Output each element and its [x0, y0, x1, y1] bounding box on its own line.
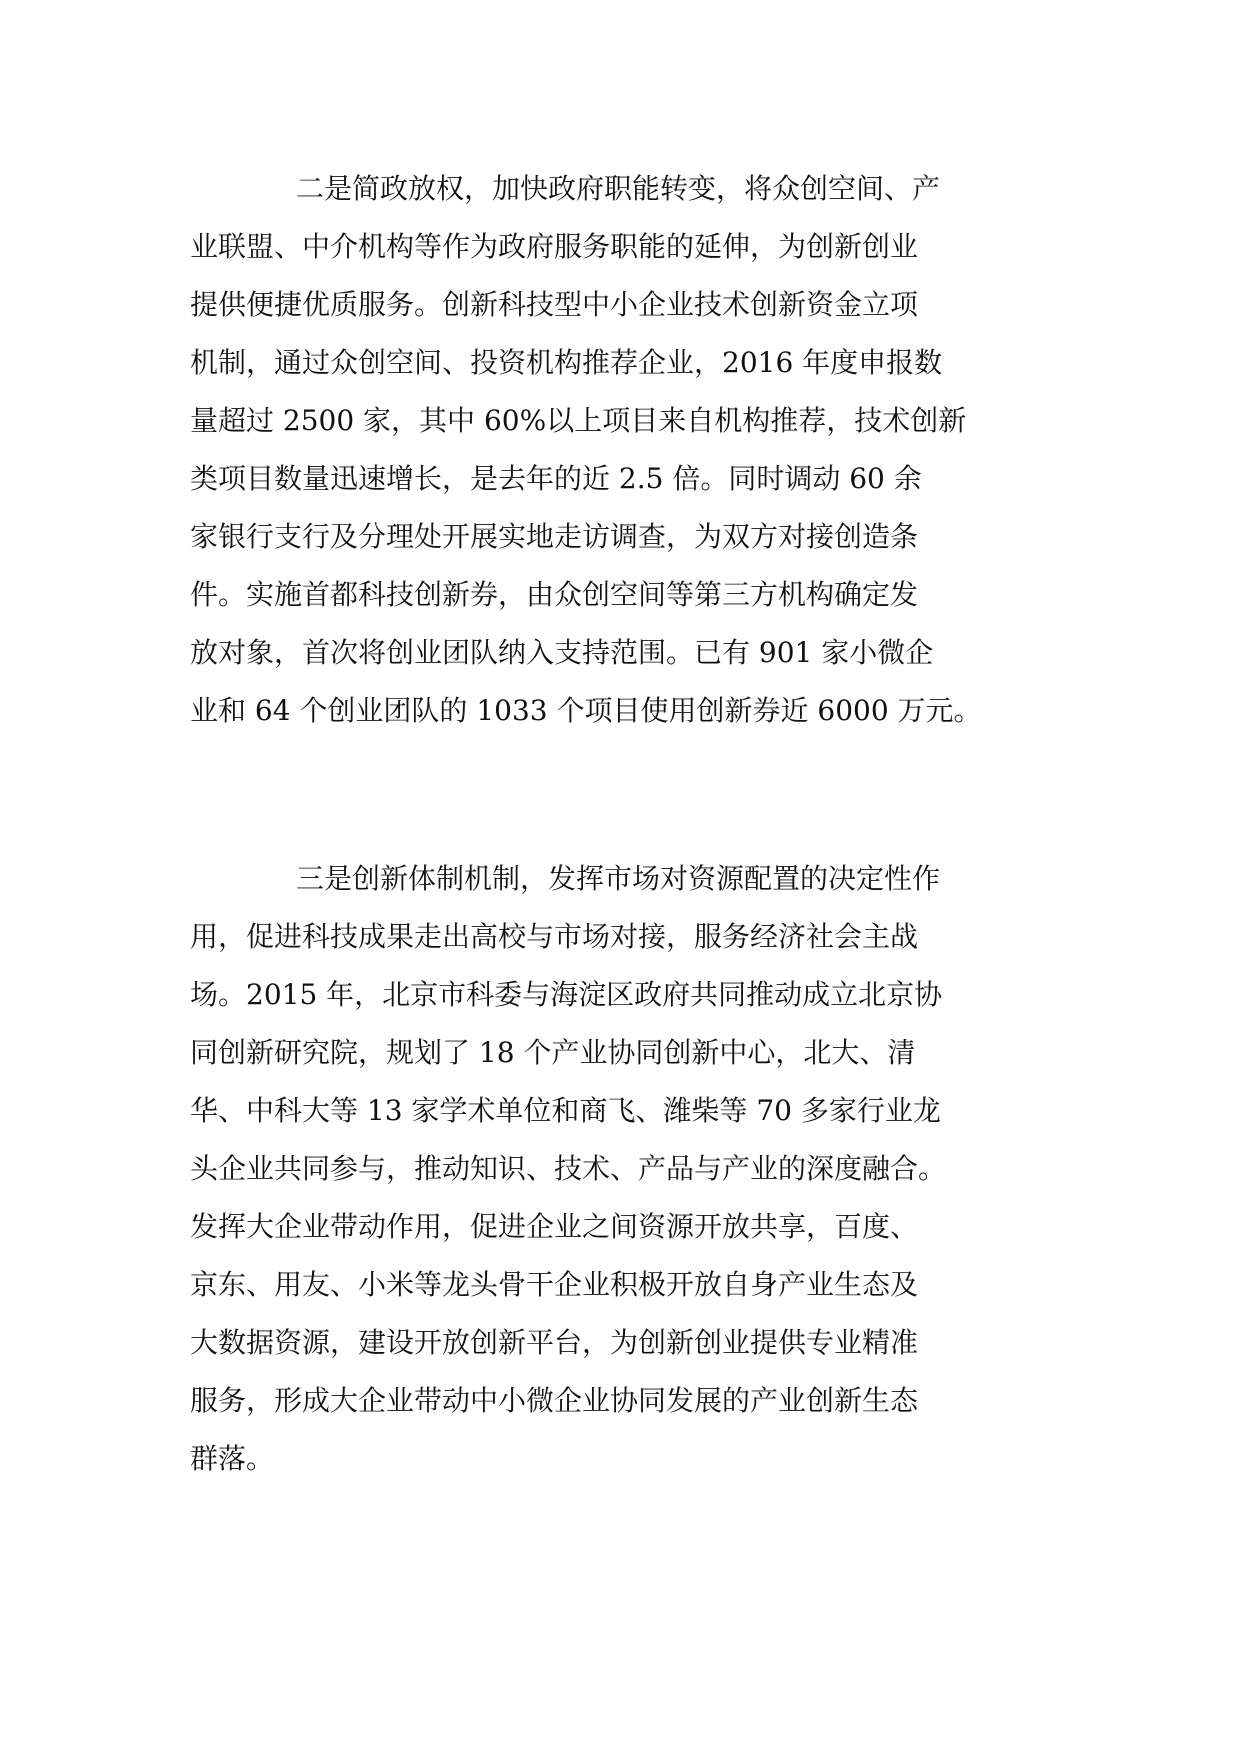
text-line: 服务，形成大企业带动中小微企业协同发展的产业创新生态	[190, 1384, 919, 1417]
text-line: 类项目数量迅速增长，是去年的近 2.5 倍。同时调动 60 余	[190, 462, 922, 495]
text-line: 同创新研究院，规划了 18 个产业协同创新中心，北大、清	[190, 1036, 916, 1069]
paragraph-government-streamlining	[190, 160, 1050, 740]
text-line: 二是简政放权，加快政府职能转变，将众创空间、产	[296, 172, 941, 205]
text-line: 家银行支行及分理处开展实地走访调查，为双方对接创造条	[190, 520, 919, 553]
text-line: 业联盟、中介机构等作为政府服务职能的延伸，为创新创业	[190, 230, 919, 263]
text-line: 用，促进科技成果走出高校与市场对接，服务经济社会主战	[190, 920, 919, 953]
text-line: 大数据资源，建设开放创新平台，为创新创业提供专业精准	[190, 1326, 919, 1359]
text-line: 量超过 2500 家，其中 60%以上项目来自机构推荐，技术创新	[190, 404, 967, 437]
text-line: 件。实施首都科技创新券，由众创空间等第三方机构确定发	[190, 578, 919, 611]
text-line: 头企业共同参与，推动知识、技术、产品与产业的深度融合。	[190, 1152, 947, 1185]
text-line: 京东、用友、小米等龙头骨干企业积极开放自身产业生态及	[190, 1268, 919, 1301]
text-line: 三是创新体制机制，发挥市场对资源配置的决定性作	[296, 862, 941, 895]
paragraph-institutional-innovation	[190, 850, 1050, 1488]
text-line: 发挥大企业带动作用，促进企业之间资源开放共享，百度、	[190, 1210, 919, 1243]
text-line: 放对象，首次将创业团队纳入支持范围。已有 901 家小微企	[190, 636, 934, 669]
text-line: 提供便捷优质服务。创新科技型中小企业技术创新资金立项	[190, 288, 919, 321]
text-line: 机制，通过众创空间、投资机构推荐企业，2016 年度申报数	[190, 346, 943, 379]
text-line: 场。2015 年，北京市科委与海淀区政府共同推动成立北京协	[190, 978, 943, 1011]
text-line: 华、中科大等 13 家学术单位和商飞、潍柴等 70 多家行业龙	[190, 1094, 941, 1127]
text-line: 群落。	[190, 1442, 275, 1475]
text-line: 业和 64 个创业团队的 1033 个项目使用创新券近 6000 万元。	[190, 694, 982, 727]
